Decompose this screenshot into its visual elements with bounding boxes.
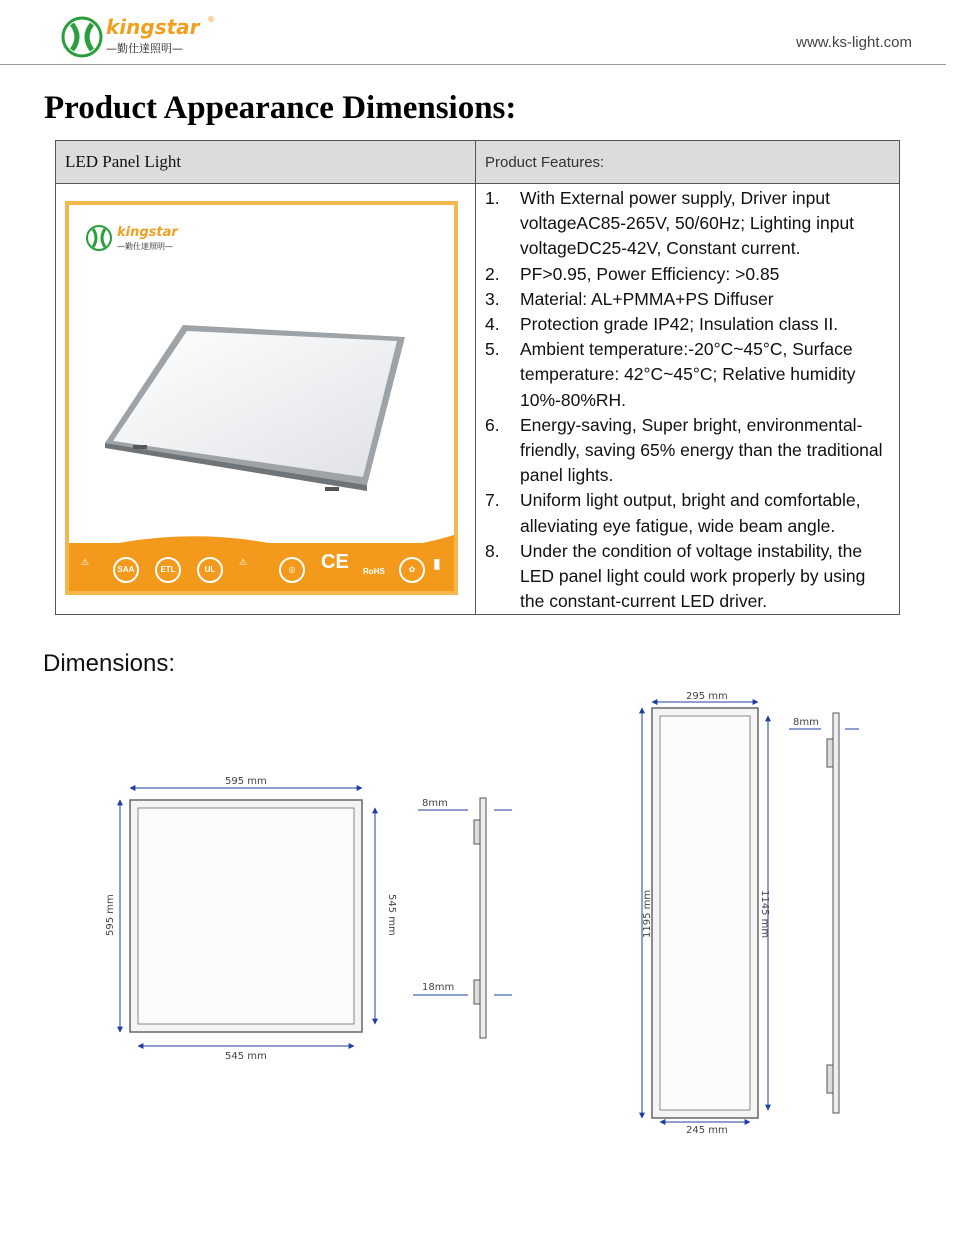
- list-number: 7.: [485, 490, 500, 511]
- feature-text: Energy-saving, Super bright, environmental-friendly, saving 65% energy than the traditional panel lights.: [520, 414, 883, 486]
- brand-name: kingstar: [117, 225, 178, 240]
- feature-text: Material: AL+PMMA+PS Diffuser: [520, 288, 774, 309]
- list-item: [476, 337, 891, 413]
- dim-side-top: 8mm: [793, 717, 819, 728]
- dim-top-width: 595 mm: [225, 776, 267, 787]
- product-spec-table: [55, 140, 900, 615]
- feature-text: Under the condition of voltage instability, the LED panel light could work properly by using the constant-current LED driver.: [520, 540, 866, 612]
- dimensions-title: Dimensions:: [43, 650, 176, 677]
- brand-name: kingstar: [106, 15, 200, 39]
- list-number: 1.: [485, 188, 500, 208]
- list-item: [476, 413, 891, 489]
- page-title: Product Appearance Dimensions:: [44, 90, 517, 126]
- seal-icon: ✿: [399, 557, 425, 583]
- dim-top-width: 295 mm: [686, 691, 728, 702]
- certification-band: [69, 543, 454, 591]
- ul-cert-icon: UL: [197, 557, 223, 583]
- dim-left-height: 1195 mm: [642, 889, 653, 938]
- list-number: 4.: [485, 314, 500, 335]
- etl-cert-icon: ETL: [155, 557, 181, 583]
- list-number: 8.: [485, 540, 500, 561]
- list-item: [476, 312, 891, 337]
- list-item: [476, 287, 891, 312]
- page-header: [0, 0, 958, 68]
- header-divider: [0, 64, 946, 65]
- dim-bottom-width: 245 mm: [686, 1125, 728, 1136]
- list-number: 2.: [485, 263, 500, 284]
- table-header-product: LED Panel Light: [56, 141, 476, 184]
- website-url[interactable]: www.ks-light.com: [796, 34, 912, 51]
- saa-cert-icon: SAA: [113, 557, 139, 583]
- product-image: [65, 201, 458, 595]
- feature-text: Ambient temperature:-20°C~45°C, Surface temperature: 42°C~45°C; Relative humidity 10%-80%RH.: [520, 339, 856, 410]
- warning-icon: ⚠: [239, 557, 248, 567]
- dim-bottom-width: 545 mm: [225, 1051, 267, 1062]
- list-number: 5.: [485, 339, 500, 360]
- dim-side-top: 8mm: [422, 798, 448, 809]
- long-panel-side-drawing: [785, 705, 865, 1125]
- ccc-cert-icon: ◎: [279, 557, 305, 583]
- features-list: [476, 186, 899, 614]
- feature-text: With External power supply, Driver input voltageAC85-265V, 50/60Hz; Lighting input voltageDC25-42V, Constant current.: [520, 188, 855, 259]
- ce-cert-icon: CE: [321, 551, 349, 573]
- feature-text: Uniform light output, bright and comfortable, alleviating eye fatigue, wide beam angle.: [520, 490, 861, 536]
- feature-text: PF>0.95, Power Efficiency: >0.85: [520, 263, 780, 284]
- list-item: [476, 186, 891, 262]
- dim-side-bottom: 18mm: [422, 982, 455, 993]
- brand-tagline: —勤仕達照明—: [106, 42, 183, 55]
- kingstar-logo: [85, 221, 195, 255]
- product-image-cell: [56, 184, 476, 615]
- rohs-cert-icon: RoHS: [363, 567, 385, 576]
- warning-icon: ⚠: [81, 557, 90, 567]
- brand-tagline: —勤仕達照明—: [117, 242, 173, 251]
- square-panel-front-drawing: [95, 770, 395, 1070]
- badge-icon: ▮: [433, 555, 441, 571]
- feature-text: Protection grade IP42; Insulation class II.: [520, 314, 839, 335]
- kingstar-logo: [60, 12, 220, 62]
- square-panel-side-drawing: [408, 790, 518, 1050]
- list-item: [476, 262, 891, 287]
- list-number: 3.: [485, 288, 500, 309]
- dim-right-height: 545 mm: [386, 894, 397, 936]
- list-number: 6.: [485, 414, 500, 435]
- registered-mark: ®: [207, 15, 215, 24]
- dim-right-height: 1145 mm: [759, 890, 770, 939]
- list-item: [476, 539, 891, 615]
- table-header-features: Product Features:: [476, 141, 900, 184]
- features-cell: [476, 184, 900, 615]
- long-panel-front-drawing: [630, 690, 790, 1140]
- led-panel-photo: [105, 325, 405, 495]
- dim-left-height: 595 mm: [105, 894, 116, 936]
- list-item: [476, 488, 891, 538]
- wave-decoration: [69, 525, 454, 555]
